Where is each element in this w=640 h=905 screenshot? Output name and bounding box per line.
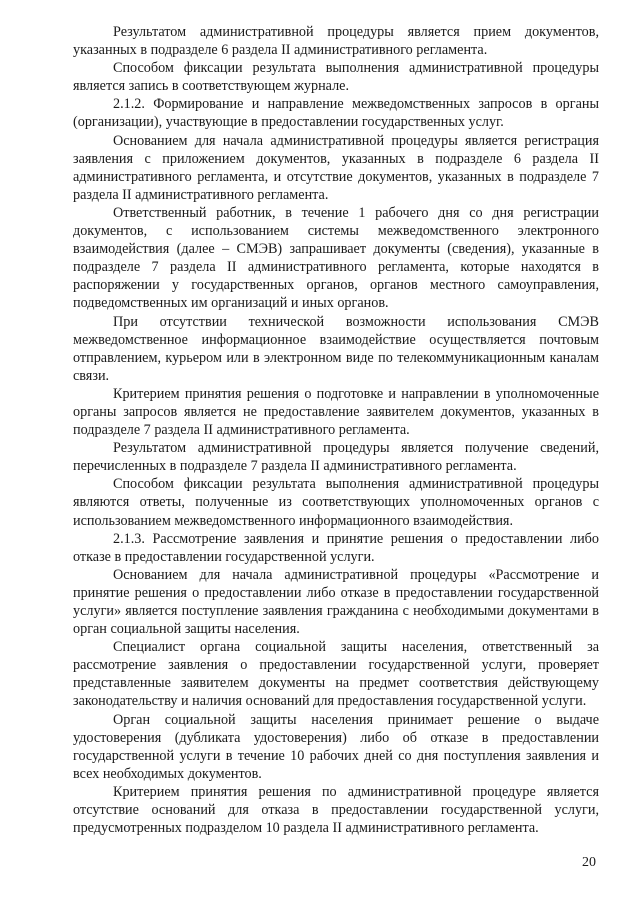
paragraph-result-reception: Результатом административной процедуры является прием документов, указанных в подразделе 6 раздела II административного регламента.: [73, 24, 599, 59]
paragraph-basis-review: Основанием для начала административной процедуры «Рассмотрение и принятие решения о предоставлении либо отказе в предоставлении государственной услуги» является поступление заявления гражданина с необходимыми документами в орган социальной защиты населения.: [73, 566, 599, 638]
paragraph-responsible-worker: Ответственный работник, в течение 1 рабочего дня со дня регистрации документов, с использованием системы межведомственного электронного взаимодействия (далее – СМЭВ) запрашивает документы (сведения), указанные в подразделе 7 раздела II административного регламента, которые находятся в распоряжении у государственных органов, органов местного самоуправления, подведомственных им организаций и иных органов.: [73, 204, 599, 312]
paragraph-result-fixation-answers: Способом фиксации результата выполнения административной процедуры являются ответы, полученные из соответствующих уполномоченных органов с использованием межведомственного информационного взаимодействия.: [73, 476, 599, 529]
paragraph-specialist-check: Специалист органа социальной защиты населения, ответственный за рассмотрение заявления о предоставлении государственной услуги, проверяет представленные заявителем документы на предмет соответствия действующему законодательству и наличия оснований для предоставления государственной услуги.: [73, 639, 599, 710]
paragraph-decision: Орган социальной защиты населения принимает решение о выдаче удостоверения (дубликата удостоверения) либо об отказе в предоставлении государственной услуги в течение 10 рабочих дней со дня поступления заявления и всех необходимых документов.: [73, 711, 599, 782]
section-heading-2-1-3: 2.1.3. Рассмотрение заявления и принятие решения о предоставлении либо отказе в предоставлении государственной услуги.: [73, 530, 599, 565]
section-heading-2-1-2: 2.1.2. Формирование и направление межведомственных запросов в органы (организации), участвующие в предоставлении государственных услуг.: [73, 96, 599, 131]
page-number: 20: [582, 855, 596, 870]
paragraph-no-smev: При отсутствии технической возможности использования СМЭВ межведомственное информационное взаимодействие осуществляется почтовым отправлением, курьером или в электронном виде по телекоммуникационным каналам связи.: [73, 313, 599, 384]
paragraph-result-information: Результатом административной процедуры является получение сведений, перечисленных в подразделе 7 раздела II административного регламента.: [73, 440, 599, 475]
paragraph-basis-registration: Основанием для начала административной процедуры является регистрация заявления с приложением документов, указанных в подразделе 6 раздела II административного регламента, и отсутствие документов, указанных в подразделе 7 раздела II административного регламента.: [73, 132, 599, 203]
paragraph-result-fixation-journal: Способом фиксации результата выполнения административной процедуры является запись в соответствующем журнале.: [73, 60, 599, 95]
document-page: [73, 23, 599, 837]
paragraph-criterion-decision: Критерием принятия решения по административной процедуре является отсутствие оснований для отказа в предоставлении государственной услуги, предусмотренных подразделом 10 раздела II административного регламента.: [73, 783, 599, 837]
paragraph-criterion-requests: Критерием принятия решения о подготовке и направлении в уполномоченные органы запросов является не предоставление заявителем документов, указанных в подразделе 7 раздела II административного регламента.: [73, 385, 599, 439]
